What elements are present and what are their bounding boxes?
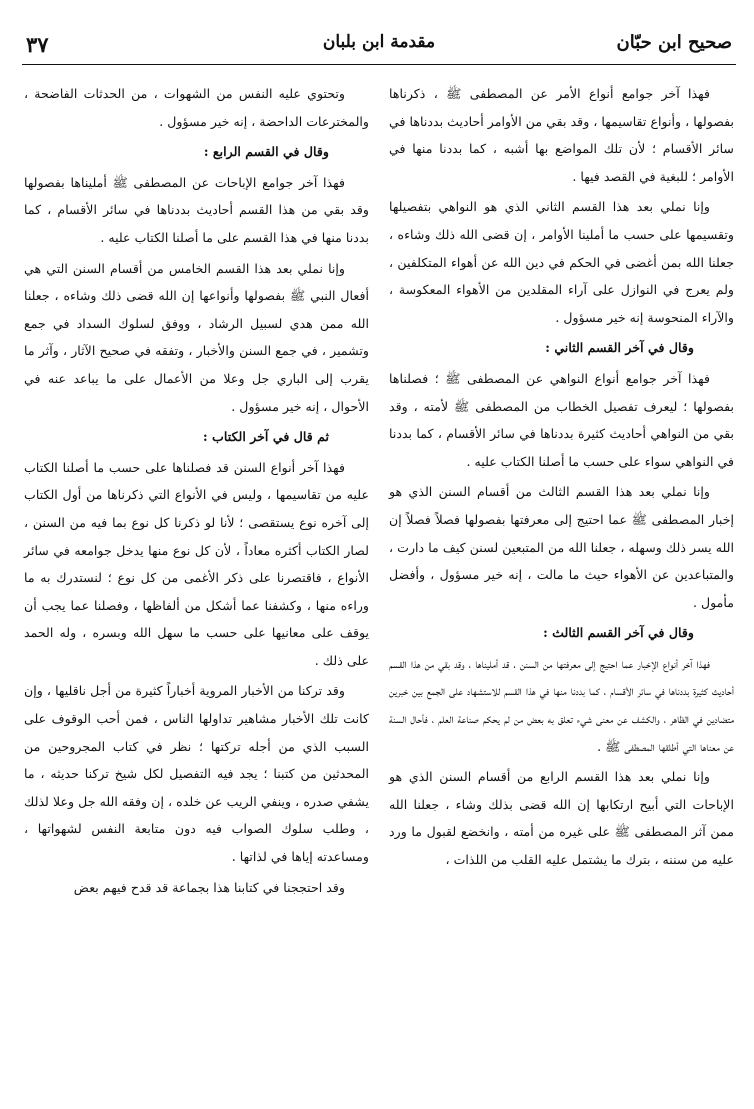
paragraph: وإنا نملي بعد هذا القسم الرابع من أقسام السنن الذي هو الإباحات التي أبيح ارتكابها إن الله قضى بذلك وشاء ، جعلنا الله ممن آثر المصطفى ﷺ على غيره من أمته ، وانخضع لقبول ما ورد عليه من سننه ، بترك ما يشتمل عليه القلب من اللذات ، bbox=[389, 769, 734, 868]
paragraph: وقد تركنا من الأخبار المروية أخباراً كثيرة من أجل ناقليها ، وإن كانت تلك الأخبار مشاهير تداولها الناس ، فمن أحب الوقوف على السبب الذي من أجله تركتها ؛ نظر في كتاب المجروحين من المحدثين من كتبنا ؛ يجد فيه التفصيل لكل شيخ تركنا حديثه ، ما يشفي صدره ، وينفي الريب عن خلده ، إن وفقه الله جل وعلا لذلك ، وطلب سلوك الصواب فيه دون متابعة النفس لشهواتها ، ومساعدته إياها في لذاتها . bbox=[24, 683, 369, 865]
paragraph: فهذا آخر أنواع الإخبار عما احتيج إلى معرفتها من السنن ، قد أمليناها ، وقد بقي من هذا القسم أحاديث كثيرة بددناها في سائر الأقسام ، كما بددنا منها في هذا القسم للاستشهاد على الجمع بين خبرين متضادين في الظاهر ، والكشف عن معنى شيء تعلق به بعض من لم يحكم صناعة العلم ، فأحال السنة عن معناها التي أطلقها المصطفى ﷺ . bbox=[389, 655, 734, 754]
paragraph: فهذا آخر أنواع السنن قد فصلناها على حسب ما أصلنا الكتاب عليه من تقاسيمها ، وليس في الأنواع التي ذكرناها من أول الكتاب إلى آخره نوع يستقصى ؛ لأنا لو ذكرنا كل نوع بما فيه من السنن ، لصار الكتاب أكثره معاداً ، لأن كل نوع منها يدخل جوامعه في سائر الأنواع ، فاقتصرنا على ذكر الأغمى من كل نوع ؛ لنستدرك به ما وراءه منها ، وكشفنا عما أشكل من ألفاظها ، وفصلنا عما يجب أن يوقف على معانيها على حسب ما سهل الله وبسره ، وله الحمد على ذلك . bbox=[24, 459, 369, 668]
section-title: مقدمة ابن بلبان bbox=[322, 32, 436, 52]
paragraph: وقد احتججنا في كتابنا هذا بجماعة قد قدح فيهم بعض bbox=[73, 879, 345, 895]
paragraph: وإنا نملي بعد هذا القسم الثالث من أقسام السنن الذي هو إخبار المصطفى ﷺ عما احتيج إلى معرفتها بفصولها فصلاً فصلاً إن الله يسر ذلك وسهله ، جعلنا الله من المتبعين لسنن كيف ما دارت ، والمتباعدين عن الأهواء حيث ما مالت ، إنه خير مسؤول ، وأفضل مأمول . bbox=[389, 484, 734, 610]
section-heading: وقال في آخر القسم الثاني : bbox=[545, 340, 694, 356]
page-number: ٣٧ bbox=[26, 32, 49, 57]
right-column bbox=[389, 80, 734, 877]
paragraph: وتحتوي عليه النفس من الشهوات ، من الحدثات الفاضحة ، والمخترعات الداحضة ، إنه خير مسؤول . bbox=[24, 86, 369, 129]
paragraph: وإنا نملي بعد هذا القسم الثاني الذي هو النواهي بتفصيلها وتقسيمها على حسب ما أملينا الأوامر ، إن قضى الله ذلك وشاءه ، جعلنا الله بمن أغضى في الحكم في دين الله عن أهواء المتكلفين ، ولم يعرج في النوازل على آراء المقلدين من الأهواء المعكوسة ، والآراء المنحوسة إنه خير مسؤول . bbox=[389, 199, 734, 325]
paragraph: فهذا آخر جوامع أنواع النواهي عن المصطفى ﷺ ؛ فصلناها بفصولها ؛ ليعرف تفصيل الخطاب من المصطفى ﷺ لأمته ، وقد بقي من النواهي أحاديث كثيرة بددناها في سائر الأقسام ، كما بددنا في النواهي سواء على حسب ما أصلنا الكتاب عليه . bbox=[389, 370, 734, 469]
paragraph: فهذا آخر جوامع أنواع الأمر عن المصطفى ﷺ ، ذكرناها بفصولها ، وأنواع تقاسيمها ، وقد بقي من الأوامر أحاديث بددناها في سائر الأقسام ؛ لأن تلك المواضع بها أشبه ، كما بددنا منها في الأوامر ؛ للبغية في القصد فيها . bbox=[389, 86, 734, 184]
section-heading: وقال في آخر القسم الثالث : bbox=[543, 625, 694, 641]
section-heading: وقال في القسم الرابع : bbox=[203, 144, 329, 160]
left-column bbox=[24, 80, 369, 904]
paragraph: وإنا نملي بعد هذا القسم الخامس من أقسام السنن التي هي أفعال النبي ﷺ بفصولها وأنواعها إن الله قضى ذلك وشاءه ، جعلنا الله ممن هدي لسبيل الرشاد ، ووفق لسلوك السداد في جمع وتشمير ، في جمع السنن والأخبار ، وتفقه في صحيح الآثار ، وآثر ما يقرب إلى الباري جل وعلا من الأعمال على ما يباعد عنه في الأحوال ، إنه خير مسؤول . bbox=[24, 260, 369, 414]
book-title: صحيح ابن حبّان bbox=[616, 32, 732, 53]
section-heading: ثم قال في آخر الكتاب : bbox=[203, 429, 329, 445]
page-header bbox=[22, 24, 736, 65]
paragraph: فهذا آخر جوامع الإباحات عن المصطفى ﷺ أمليناها بفصولها وقد بقي من هذا القسم أحاديث بددناها في سائر الأقسام ، كما بددنا منها في هذا القسم على ما أصلنا الكتاب عليه . bbox=[24, 174, 369, 245]
